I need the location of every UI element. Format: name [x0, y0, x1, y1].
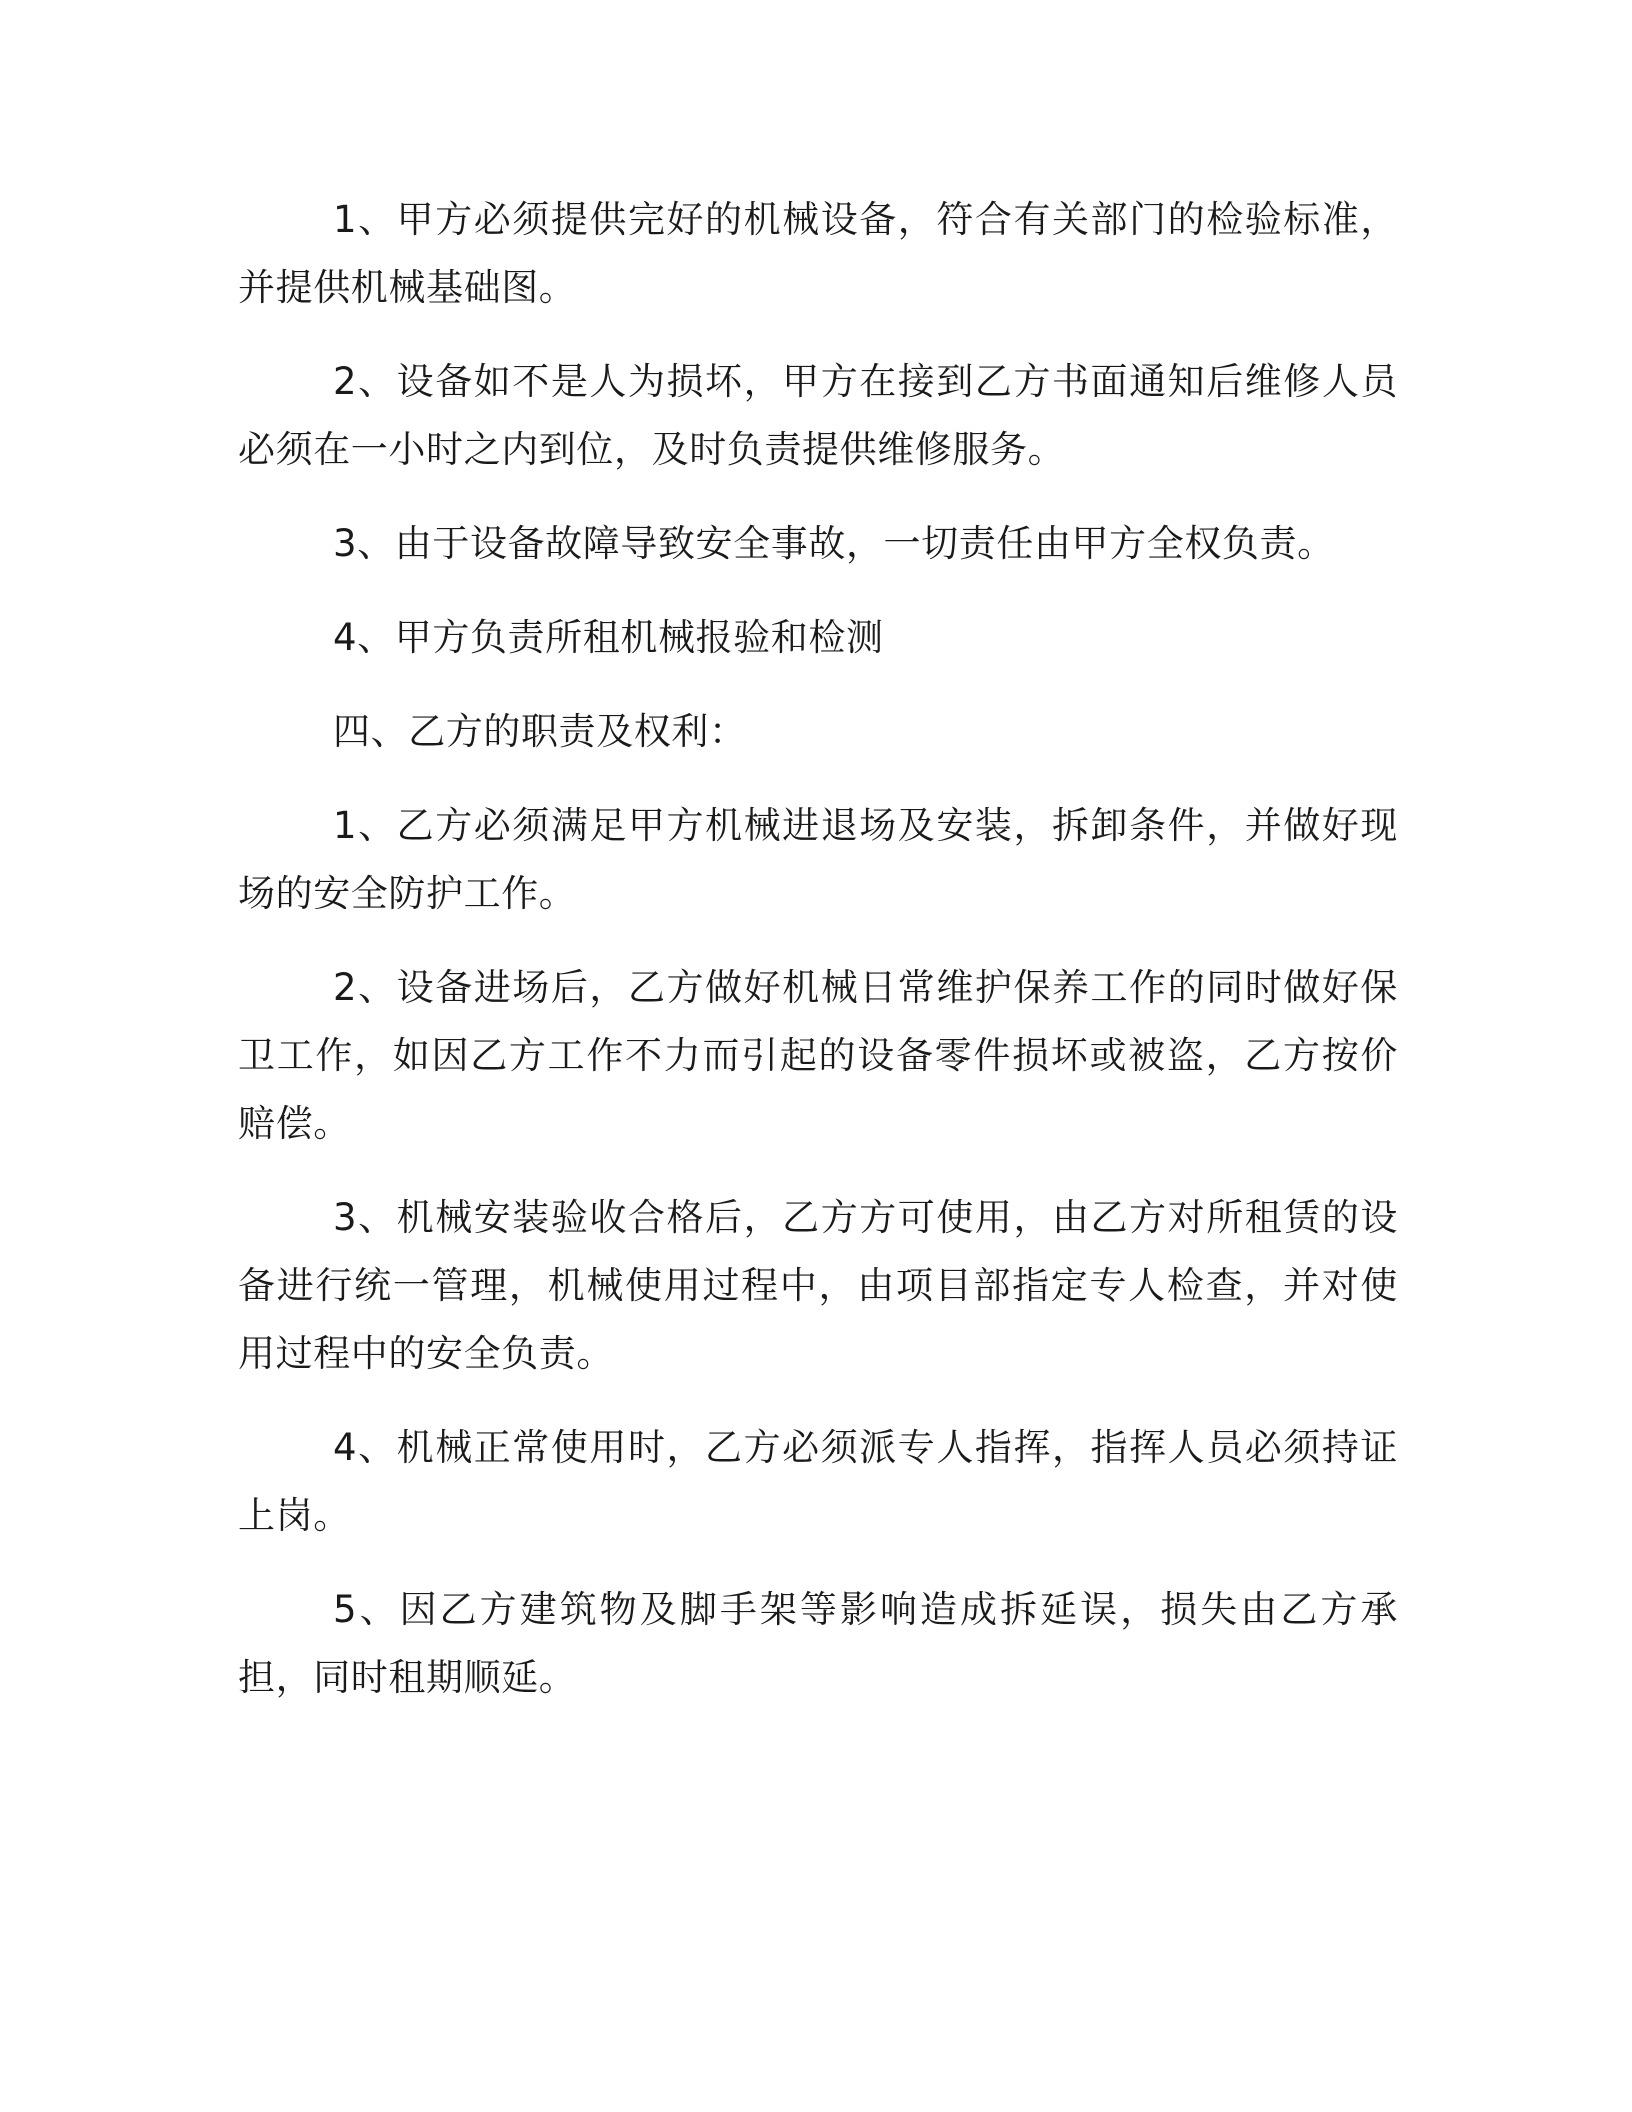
clause-party-b-5: 5、因乙方建筑物及脚手架等影响造成拆延误，损失由乙方承担，同时租期顺延。: [238, 1588, 1398, 1699]
clause-party-b-1: 1、乙方必须满足甲方机械进退场及安装，拆卸条件，并做好现场的安全防护工作。: [238, 804, 1398, 915]
section-heading-party-b: 四、乙方的职责及权利：: [333, 710, 747, 753]
clause-party-b-4: 4、机械正常使用时，乙方必须派专人指挥，指挥人员必须持证上岗。: [238, 1426, 1398, 1537]
clause-party-a-2: 2、设备如不是人为损坏，甲方在接到乙方书面通知后维修人员必须在一小时之内到位，及时负责提供维修服务。: [238, 360, 1398, 471]
clause-party-b-2: 2、设备进场后，乙方做好机械日常维护保养工作的同时做好保卫工作，如因乙方工作不力而引起的设备零件损坏或被盗，乙方按价赔偿。: [238, 966, 1398, 1145]
clause-party-a-4: 4、甲方负责所租机械报验和检测: [333, 616, 884, 659]
clause-party-a-1: 1、甲方必须提供完好的机械设备，符合有关部门的检验标准，并提供机械基础图。: [238, 198, 1398, 309]
document-body: [238, 186, 1398, 1738]
clause-party-a-3: 3、由于设备故障导致安全事故，一切责任由甲方全权负责。: [333, 522, 1335, 565]
clause-party-b-3: 3、机械安装验收合格后，乙方方可使用，由乙方对所租赁的设备进行统一管理，机械使用过程中，由项目部指定专人检查，并对使用过程中的安全负责。: [238, 1196, 1398, 1375]
